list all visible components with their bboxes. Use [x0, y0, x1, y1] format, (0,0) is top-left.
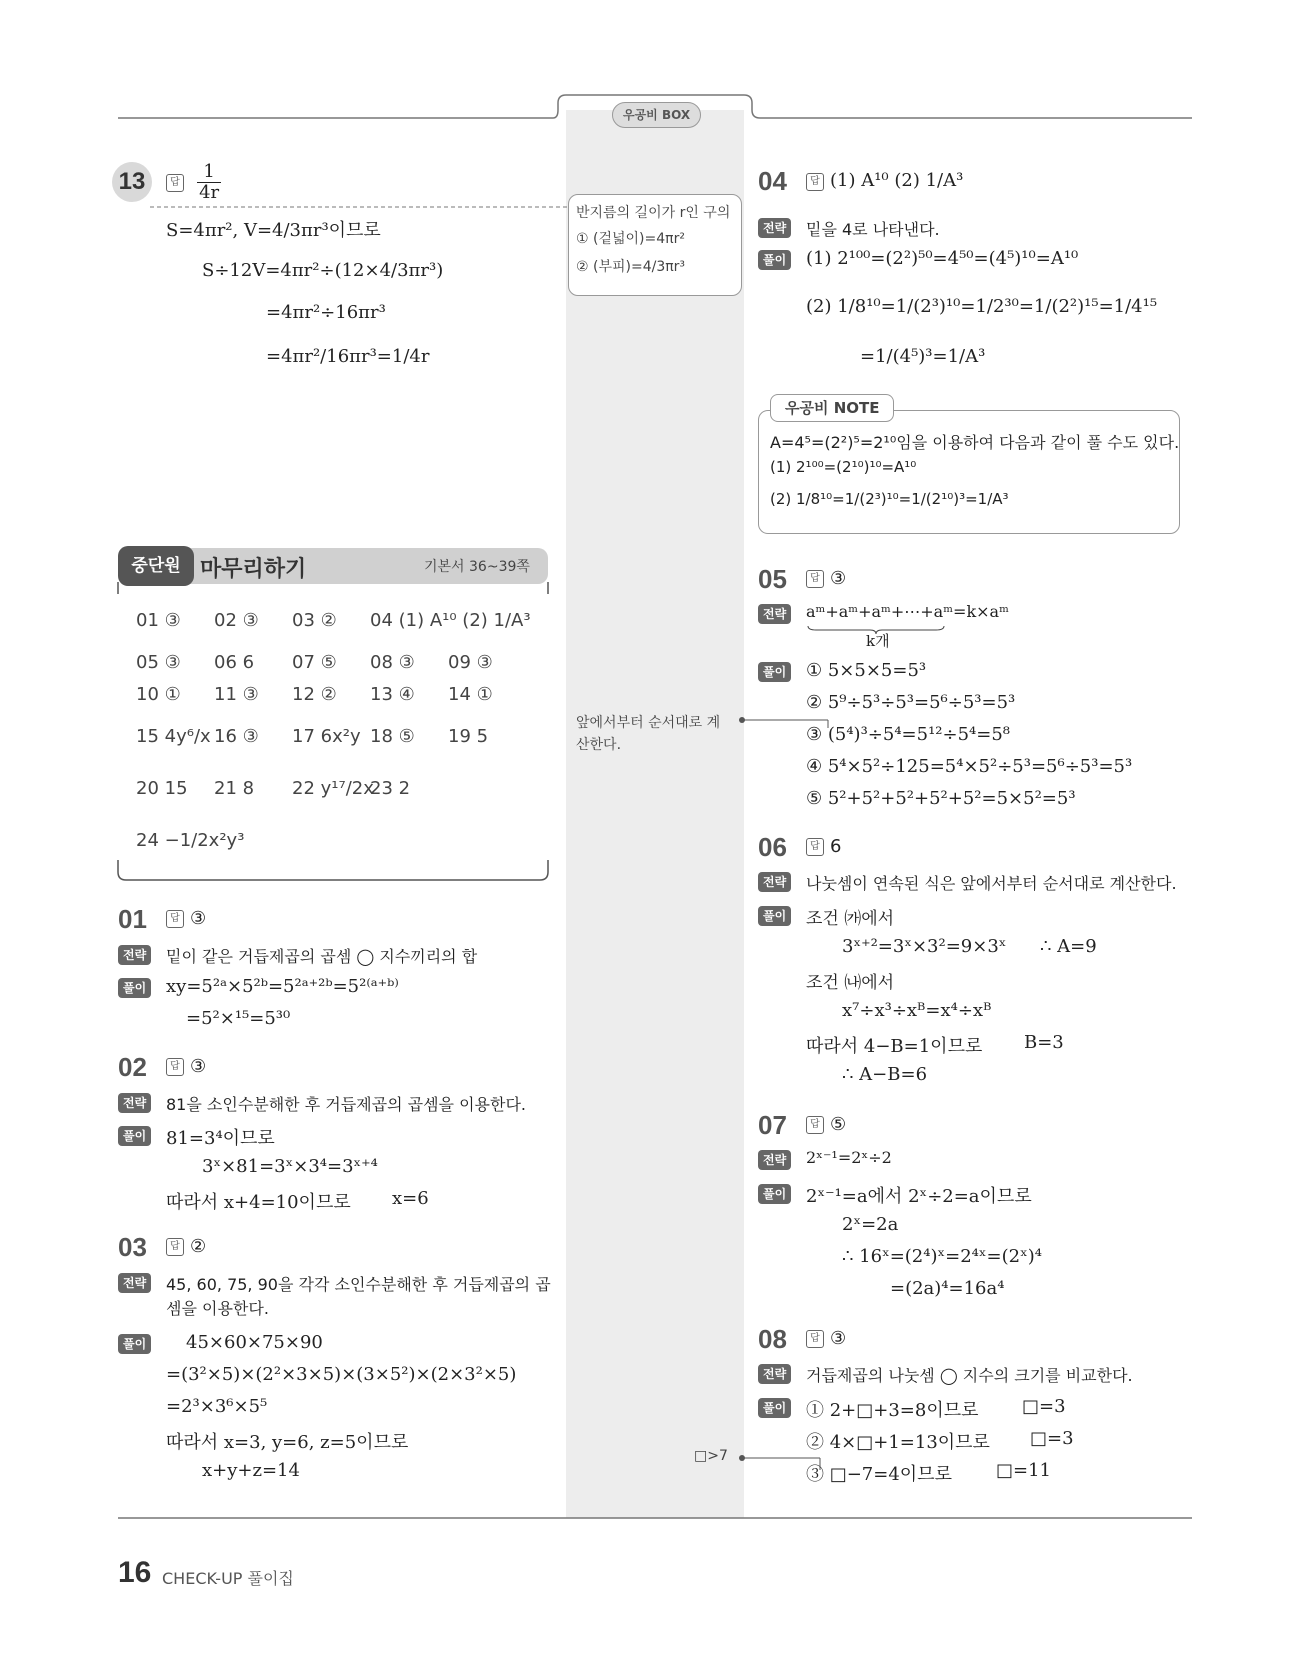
- problem-01-number: 01: [118, 904, 147, 934]
- review-item-17: 17 6x²y: [292, 726, 361, 747]
- solution-badge: 풀이: [758, 906, 791, 926]
- p01-sol1: xy=5²ᵃ×5²ᵇ=5²ᵃ⁺²ᵇ=5²⁽ᵃ⁺ᵇ⁾: [166, 976, 399, 997]
- p05-s4: ④ 5⁴×5²÷125=5⁴×5²÷5³=5⁶÷5³=5³: [806, 756, 1133, 777]
- note-title: 우공비 NOTE: [770, 394, 894, 422]
- answer-icon: 답: [166, 910, 184, 928]
- p06-s6: ∴ A−B=6: [842, 1064, 928, 1085]
- sidebar-note1-line3: ② (부피)=4/3πr³: [576, 259, 686, 275]
- p07-s4: =(2a)⁴=16a⁴: [890, 1278, 1005, 1299]
- note-line2: (1) 2¹⁰⁰=(2¹⁰)¹⁰=A¹⁰: [770, 458, 917, 476]
- p01-sol2: =5²×¹⁵=5³⁰: [186, 1008, 291, 1029]
- p08-s2b: □=3: [1030, 1428, 1074, 1449]
- review-item-11: 11 ③: [214, 684, 259, 705]
- p13-line4: =4πr²/16πr³=1/4r: [266, 346, 430, 367]
- review-item-02: 02 ③: [214, 610, 259, 631]
- review-item-07: 07 ⑤: [292, 652, 337, 673]
- problem-04-answer: 답 (1) A¹⁰ (2) 1/A³: [806, 170, 963, 191]
- review-item-12: 12 ②: [292, 684, 337, 705]
- sidebar: [566, 110, 744, 1518]
- p13-line2: S÷12V=4πr²÷(12×4/3πr³): [202, 260, 444, 281]
- p08-s1: ① 2+□+3=8이므로: [806, 1400, 979, 1421]
- solution-badge: 풀이: [118, 1126, 151, 1146]
- strategy-badge: 전략: [118, 1093, 151, 1113]
- answer-icon: 답: [166, 174, 184, 192]
- review-item-08: 08 ③: [370, 652, 415, 673]
- problem-08-number: 08: [758, 1324, 787, 1354]
- review-item-21: 21 8: [214, 778, 255, 799]
- review-item-15: 15 4y⁶/x: [136, 726, 211, 747]
- p02-sol1: 81=3⁴이므로: [166, 1128, 275, 1149]
- p06-s1: 조건 ㈎에서: [806, 909, 895, 929]
- review-item-14: 14 ①: [448, 684, 493, 705]
- note-line3: (2) 1/8¹⁰=1/(2³)¹⁰=1/(2¹⁰)³=1/A³: [770, 490, 1009, 508]
- box-label: 우공비 BOX: [612, 102, 701, 128]
- solution-badge: 풀이: [758, 250, 791, 270]
- book-name: CHECK-UP 풀이집: [162, 1569, 294, 1588]
- strategy-badge: 전략: [758, 872, 791, 892]
- p06-s3: 조건 ㈏에서: [806, 973, 895, 993]
- p05-strategy-sub: k개: [866, 632, 890, 650]
- strategy-badge: 전략: [758, 1364, 791, 1384]
- p02-sol2: 3ˣ×81=3ˣ×3⁴=3ˣ⁺⁴: [202, 1156, 378, 1177]
- review-item-19: 19 5: [448, 726, 489, 747]
- p06-s4: x⁷÷x³÷xᴮ=x⁴÷xᴮ: [842, 1000, 992, 1021]
- p01-strategy: 밑이 같은 거듭제곱의 곱셈 ◯ 지수끼리의 합: [166, 947, 478, 966]
- review-item-04: 04 (1) A¹⁰ (2) 1/A³: [370, 610, 531, 631]
- p07-s2: 2ˣ=2a: [842, 1214, 899, 1235]
- solution-badge: 풀이: [118, 978, 151, 998]
- review-item-03: 03 ②: [292, 610, 337, 631]
- sidebar-note2-line2: 산한다.: [576, 737, 622, 753]
- sidebar-note1-line1: 반지름의 길이가 r인 구의: [576, 205, 731, 221]
- strategy-badge: 전략: [118, 1273, 151, 1293]
- p13-line3: =4πr²÷16πr³: [266, 302, 386, 323]
- problem-03-answer: 답 ②: [166, 1236, 206, 1257]
- p08-strategy: 거듭제곱의 나눗셈 ◯ 지수의 크기를 비교한다.: [806, 1366, 1133, 1385]
- p08-s2: ② 4×□+1=13이므로: [806, 1432, 990, 1453]
- review-item-23: 23 2: [370, 778, 411, 799]
- p08-s1b: □=3: [1022, 1396, 1066, 1417]
- p08-s3b: □=11: [996, 1460, 1051, 1481]
- answer-icon: 답: [166, 1238, 184, 1256]
- problem-07-number: 07: [758, 1110, 787, 1140]
- review-item-13: 13 ④: [370, 684, 415, 705]
- problem-08-answer: 답 ③: [806, 1328, 846, 1349]
- p03-sol2: =(3²×5)×(2²×3×5)×(3×5²)×(2×3²×5): [166, 1364, 517, 1385]
- p03-sol5: x+y+z=14: [202, 1460, 300, 1481]
- review-item-16: 16 ③: [214, 726, 259, 747]
- problem-13-number: 13: [112, 162, 152, 202]
- problem-03-number: 03: [118, 1232, 147, 1262]
- strategy-badge: 전략: [758, 218, 791, 238]
- problem-06-answer: 답 6: [806, 836, 841, 857]
- problem-04-number: 04: [758, 166, 787, 196]
- problem-06-number: 06: [758, 832, 787, 862]
- review-item-09: 09 ③: [448, 652, 493, 673]
- p05-s2: ② 5⁹÷5³÷5³=5⁶÷5³=5³: [806, 692, 1016, 713]
- answer-icon: 답: [166, 1058, 184, 1076]
- review-item-05: 05 ③: [136, 652, 181, 673]
- page-number: 16: [118, 1556, 152, 1589]
- problem-05-answer: 답 ③: [806, 568, 846, 589]
- problem-01-answer: 답 ③: [166, 908, 206, 929]
- p02-sol3b: x=6: [392, 1188, 429, 1209]
- p07-s3: ∴ 16ˣ=(2⁴)ˣ=2⁴ˣ=(2ˣ)⁴: [842, 1246, 1042, 1267]
- problem-07-answer: 답 ⑤: [806, 1114, 846, 1135]
- footer-rule: [0, 1516, 1299, 1520]
- review-item-06: 06 6: [214, 652, 255, 673]
- review-reference: 기본서 36~39쪽: [424, 559, 530, 575]
- p04-sol3: =1/(4⁵)³=1/A³: [860, 346, 986, 367]
- p04-sol2: (2) 1/8¹⁰=1/(2³)¹⁰=1/2³⁰=1/(2²)¹⁵=1/4¹⁵: [806, 296, 1158, 317]
- review-item-20: 20 15: [136, 778, 188, 799]
- p05-strategy: aᵐ+aᵐ+aᵐ+⋯+aᵐ=k×aᵐ: [806, 602, 1009, 621]
- solution-badge: 풀이: [758, 1184, 791, 1204]
- solution-badge: 풀이: [758, 662, 791, 682]
- p05-s5: ⑤ 5²+5²+5²+5²+5²=5×5²=5³: [806, 788, 1076, 809]
- answer-icon: 답: [806, 173, 824, 191]
- p03-strategy2: 셈을 이용한다.: [166, 1299, 269, 1318]
- p03-sol4: 따라서 x=3, y=6, z=5이므로: [166, 1432, 409, 1453]
- p06-s5b: B=3: [1024, 1032, 1064, 1053]
- p06-s5: 따라서 4−B=1이므로: [806, 1036, 983, 1057]
- p04-sol1: (1) 2¹⁰⁰=(2²)⁵⁰=4⁵⁰=(4⁵)¹⁰=A¹⁰: [806, 248, 1079, 269]
- problem-02-number: 02: [118, 1052, 147, 1082]
- answer-icon: 답: [806, 570, 824, 588]
- p07-s1: 2ˣ⁻¹=a에서 2ˣ÷2=a이므로: [806, 1186, 1032, 1207]
- p03-sol1: 45×60×75×90: [186, 1332, 323, 1353]
- p03-strategy1: 45, 60, 75, 90을 각각 소인수분해한 후 거듭제곱의 곱: [166, 1275, 551, 1294]
- sidebar-note3: □>7: [694, 1448, 728, 1464]
- problem-02-answer: 답 ③: [166, 1056, 206, 1077]
- p13-line1: S=4πr², V=4/3πr³이므로: [166, 220, 381, 241]
- p08-s3: ③ □−7=4이므로: [806, 1464, 952, 1485]
- sidebar-note1-line2: ① (겉넓이)=4πr²: [576, 231, 685, 247]
- review-item-01: 01 ③: [136, 610, 181, 631]
- p04-strategy: 밑을 4로 나타낸다.: [806, 220, 940, 239]
- review-pill: 중단원: [118, 546, 194, 586]
- dashed-leader: [150, 205, 570, 209]
- p06-s2b: ∴ A=9: [1040, 936, 1097, 957]
- p05-s3: ③ (5⁴)³÷5⁴=5¹²÷5⁴=5⁸: [806, 724, 1011, 745]
- p07-strategy: 2ˣ⁻¹=2ˣ÷2: [806, 1148, 892, 1167]
- problem-05-number: 05: [758, 564, 787, 594]
- note-line1: A=4⁵=(2²)⁵=2¹⁰임을 이용하여 다음과 같이 풀 수도 있다.: [770, 433, 1180, 452]
- p06-strategy: 나눗셈이 연속된 식은 앞에서부터 순서대로 계산한다.: [806, 874, 1177, 893]
- problem-13-answer: [166, 162, 223, 203]
- p05-s1: ① 5×5×5=5³: [806, 660, 927, 681]
- review-title: 마무리하기: [200, 557, 307, 582]
- p06-s2: 3ˣ⁺²=3ˣ×3²=9×3ˣ: [842, 936, 1007, 957]
- strategy-badge: 전략: [118, 945, 151, 965]
- p02-sol3: 따라서 x+4=10이므로: [166, 1192, 351, 1213]
- answer-icon: 답: [806, 1330, 824, 1348]
- p03-sol3: =2³×3⁶×5⁵: [166, 1396, 268, 1417]
- review-item-22: 22 y¹⁷/2x: [292, 778, 374, 799]
- review-item-24: 24 −1/2x²y³: [136, 830, 245, 851]
- strategy-badge: 전략: [758, 604, 791, 624]
- review-item-10: 10 ①: [136, 684, 181, 705]
- sidebar-note2-line1: 앞에서부터 순서대로 계: [576, 715, 721, 731]
- answer-fraction: $\frac{1}{4r}$: [199, 161, 220, 203]
- solution-badge: 풀이: [118, 1334, 151, 1354]
- answer-icon: 답: [806, 838, 824, 856]
- solution-badge: 풀이: [758, 1398, 791, 1418]
- answer-icon: 답: [806, 1116, 824, 1134]
- p02-strategy: 81을 소인수분해한 후 거듭제곱의 곱셈을 이용한다.: [166, 1095, 526, 1114]
- review-item-18: 18 ⑤: [370, 726, 415, 747]
- strategy-badge: 전략: [758, 1150, 791, 1170]
